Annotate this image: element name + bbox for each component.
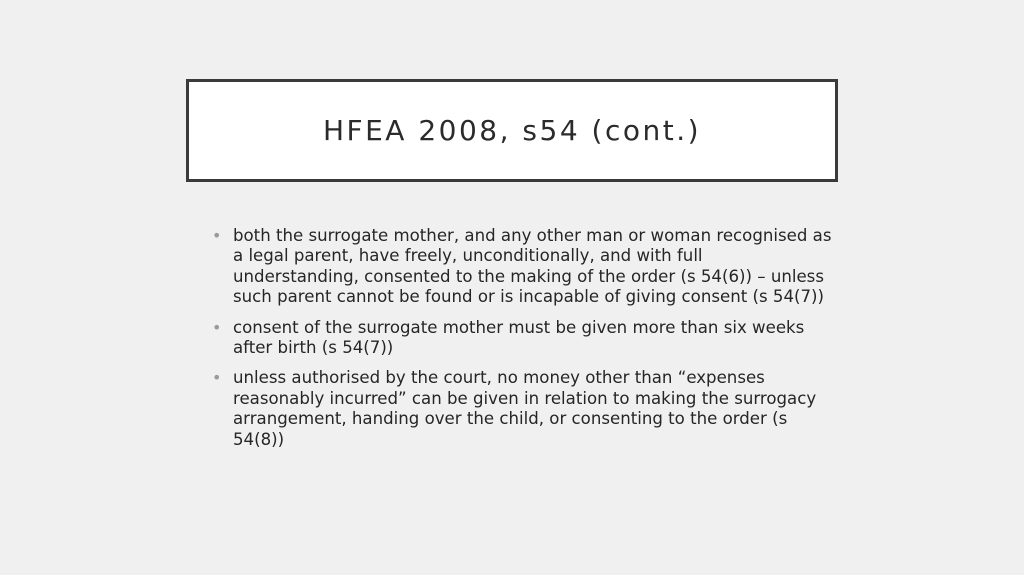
bullet-icon: • — [212, 226, 222, 245]
slide-body — [212, 226, 832, 460]
bullet-item — [212, 318, 832, 359]
bullet-icon: • — [212, 317, 222, 337]
bullet-text: unless authorised by the court, no money other than “expenses reasonably incurred” can be given in relation to making the surrogacy arrangement, handing over the child, or consenting to the order (s 54(8)) — [233, 368, 817, 449]
bullet-text: consent of the surrogate mother must be given more than six weeks after birth (s 54(7)) — [233, 317, 805, 358]
slide-title: HFEA 2008, s54 (cont.) — [322, 114, 702, 147]
bullet-icon: • — [212, 368, 222, 388]
bullet-text: both the surrogate mother, and any other man or woman recognised as a legal parent, have freely, unconditionally, and with full understanding, consented to the making of the order (s 54(6)) – unless such parent cannot be found or is incapable of giving consent (s 54(7)) — [233, 226, 832, 307]
bullet-item — [212, 226, 832, 308]
title-box — [186, 79, 838, 182]
bullet-item — [212, 368, 832, 450]
bullet-list — [212, 226, 832, 450]
